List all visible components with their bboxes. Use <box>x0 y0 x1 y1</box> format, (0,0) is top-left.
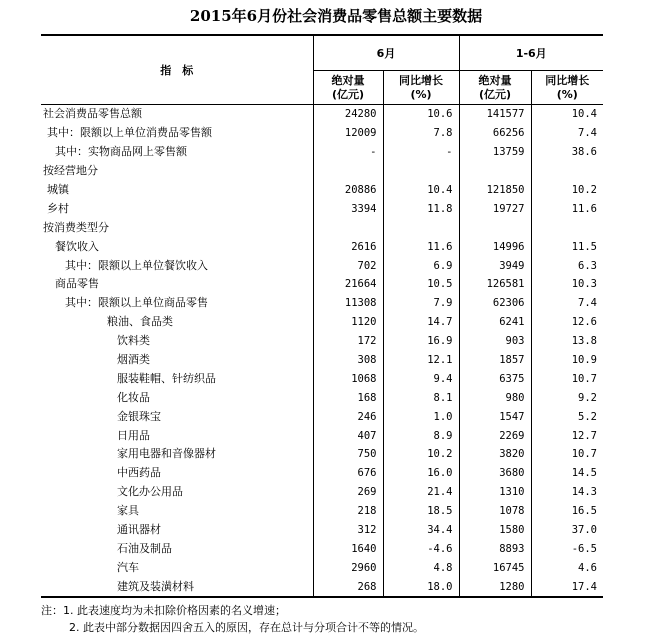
value-june: 1120 <box>313 313 383 332</box>
growth-june: 10.5 <box>383 275 459 294</box>
footnotes <box>41 602 424 636</box>
data-table <box>41 34 603 598</box>
value-june: 676 <box>313 464 383 483</box>
row-label: 家具 <box>117 504 139 518</box>
row-label: 服装鞋帽、针纺织品 <box>117 371 216 385</box>
table-row <box>41 445 603 464</box>
value-june <box>313 218 383 237</box>
value-jan-june: 8893 <box>459 539 531 558</box>
value-june: 12009 <box>313 124 383 143</box>
value-june: 3394 <box>313 199 383 218</box>
value-jan-june: 121850 <box>459 181 531 200</box>
growth-june: 21.4 <box>383 483 459 502</box>
value-jan-june: 903 <box>459 332 531 351</box>
table-row <box>41 369 603 388</box>
growth-jan-june: 10.3 <box>531 275 603 294</box>
value-jan-june: 141577 <box>459 105 531 124</box>
growth-jan-june: 7.4 <box>531 294 603 313</box>
value-jan-june: 1078 <box>459 502 531 521</box>
row-label: 中西药品 <box>117 466 161 480</box>
table-row <box>41 181 603 200</box>
value-june: - <box>313 143 383 162</box>
table-row <box>41 351 603 370</box>
value-jan-june: 980 <box>459 388 531 407</box>
header-abs-label: 绝对量 <box>478 73 512 87</box>
table-row <box>41 162 603 181</box>
growth-jan-june: 16.5 <box>531 502 603 521</box>
header-abs-2 <box>459 71 531 105</box>
row-label: 建筑及装潢材料 <box>117 579 194 593</box>
value-jan-june <box>459 218 531 237</box>
header-yoy-label: 同比增长 <box>545 73 590 87</box>
header-yoy-unit: (%) <box>410 87 432 101</box>
value-june: 1068 <box>313 369 383 388</box>
value-june: 308 <box>313 351 383 370</box>
growth-june: 18.0 <box>383 577 459 597</box>
row-label: 其中：限额以上单位餐饮收入 <box>65 258 208 272</box>
growth-jan-june <box>531 162 603 181</box>
growth-jan-june: 12.7 <box>531 426 603 445</box>
growth-june: -4.6 <box>383 539 459 558</box>
header-abs-unit: (亿元) <box>478 87 512 101</box>
header-period-jan-june: 1-6月 <box>459 35 603 71</box>
value-june: 168 <box>313 388 383 407</box>
header-yoy-label: 同比增长 <box>399 73 443 87</box>
value-june: 702 <box>313 256 383 275</box>
growth-jan-june: 12.6 <box>531 313 603 332</box>
table-row <box>41 539 603 558</box>
growth-jan-june: 9.2 <box>531 388 603 407</box>
growth-june: 11.8 <box>383 199 459 218</box>
growth-jan-june: 14.3 <box>531 483 603 502</box>
header-abs-1 <box>313 71 383 105</box>
header-yoy-1 <box>383 71 459 105</box>
growth-jan-june <box>531 218 603 237</box>
value-june: 407 <box>313 426 383 445</box>
value-jan-june: 126581 <box>459 275 531 294</box>
header-abs-label: 绝对量 <box>331 73 365 87</box>
row-label: 按经营地分 <box>43 164 98 178</box>
growth-june: 16.0 <box>383 464 459 483</box>
growth-jan-june: 10.7 <box>531 445 603 464</box>
growth-june: 14.7 <box>383 313 459 332</box>
value-jan-june: 3820 <box>459 445 531 464</box>
table-row <box>41 521 603 540</box>
value-june: 24280 <box>313 105 383 124</box>
row-label: 通讯器材 <box>117 523 161 537</box>
row-label: 城镇 <box>47 183 69 196</box>
header-indicator: 指 标 <box>41 35 313 104</box>
row-label: 化妆品 <box>117 390 150 404</box>
value-jan-june: 19727 <box>459 199 531 218</box>
row-label: 烟酒类 <box>117 353 150 367</box>
value-jan-june: 3680 <box>459 464 531 483</box>
footnote-1: 注：1. 此表速度均为未扣除价格因素的名义增速； <box>41 604 286 617</box>
value-jan-june: 3949 <box>459 256 531 275</box>
value-jan-june: 6375 <box>459 369 531 388</box>
table-row <box>41 237 603 256</box>
row-label: 饮料类 <box>117 334 150 348</box>
value-jan-june: 6241 <box>459 313 531 332</box>
growth-june <box>383 162 459 181</box>
value-june: 218 <box>313 502 383 521</box>
growth-jan-june: 10.4 <box>531 105 603 124</box>
value-june: 20886 <box>313 181 383 200</box>
value-june: 268 <box>313 577 383 597</box>
growth-june: 6.9 <box>383 256 459 275</box>
growth-jan-june: 17.4 <box>531 577 603 597</box>
value-jan-june: 62306 <box>459 294 531 313</box>
table-row <box>41 577 603 597</box>
table-row <box>41 275 603 294</box>
growth-june: 12.1 <box>383 351 459 370</box>
growth-jan-june: 10.7 <box>531 369 603 388</box>
table-row <box>41 407 603 426</box>
growth-jan-june: 4.6 <box>531 558 603 577</box>
growth-june: 16.9 <box>383 332 459 351</box>
value-june: 2616 <box>313 237 383 256</box>
growth-june: 7.8 <box>383 124 459 143</box>
value-jan-june: 1280 <box>459 577 531 597</box>
footnote-2: 2. 此表中部分数据因四舍五入的原因，存在总计与分项合计不等的情况。 <box>69 621 424 634</box>
value-jan-june: 13759 <box>459 143 531 162</box>
row-label: 其中：限额以上单位消费品零售额 <box>47 126 212 140</box>
table-row <box>41 256 603 275</box>
value-jan-june: 14996 <box>459 237 531 256</box>
table-row <box>41 124 603 143</box>
table-row <box>41 558 603 577</box>
growth-jan-june: 38.6 <box>531 143 603 162</box>
row-label: 按消费类型分 <box>43 220 109 234</box>
value-jan-june: 1580 <box>459 521 531 540</box>
growth-jan-june: 7.4 <box>531 124 603 143</box>
growth-june: 10.2 <box>383 445 459 464</box>
growth-june: 8.1 <box>383 388 459 407</box>
growth-june: 18.5 <box>383 502 459 521</box>
growth-june: - <box>383 143 459 162</box>
row-label: 其中：实物商品网上零售额 <box>55 145 187 159</box>
row-label: 家用电器和音像器材 <box>117 447 216 461</box>
value-june: 2960 <box>313 558 383 577</box>
table-row <box>41 388 603 407</box>
value-june: 172 <box>313 332 383 351</box>
value-june: 750 <box>313 445 383 464</box>
value-jan-june: 1310 <box>459 483 531 502</box>
row-label: 餐饮收入 <box>55 239 99 253</box>
growth-jan-june: 5.2 <box>531 407 603 426</box>
table-row <box>41 313 603 332</box>
value-jan-june: 66256 <box>459 124 531 143</box>
growth-june: 11.6 <box>383 237 459 256</box>
table-row <box>41 199 603 218</box>
table-row <box>41 143 603 162</box>
value-june: 246 <box>313 407 383 426</box>
row-label: 商品零售 <box>55 277 99 291</box>
growth-jan-june: 11.6 <box>531 199 603 218</box>
table-row <box>41 502 603 521</box>
row-label: 粮油、食品类 <box>107 315 173 329</box>
growth-jan-june: 10.9 <box>531 351 603 370</box>
growth-jan-june: 11.5 <box>531 237 603 256</box>
value-jan-june: 1547 <box>459 407 531 426</box>
table-row <box>41 218 603 237</box>
growth-jan-june: 13.8 <box>531 332 603 351</box>
growth-june: 10.6 <box>383 105 459 124</box>
row-label: 文化办公用品 <box>117 485 183 499</box>
header-yoy-unit: (%) <box>556 87 578 101</box>
growth-june: 1.0 <box>383 407 459 426</box>
value-june: 312 <box>313 521 383 540</box>
header-yoy-2 <box>531 71 603 105</box>
growth-jan-june: -6.5 <box>531 539 603 558</box>
growth-jan-june: 14.5 <box>531 464 603 483</box>
table-row <box>41 483 603 502</box>
value-june <box>313 162 383 181</box>
row-label: 社会消费品零售总额 <box>43 107 142 121</box>
table-row <box>41 464 603 483</box>
row-label: 汽车 <box>117 560 139 574</box>
header-abs-unit: (亿元) <box>331 87 365 101</box>
growth-june: 9.4 <box>383 369 459 388</box>
value-june: 21664 <box>313 275 383 294</box>
value-jan-june: 16745 <box>459 558 531 577</box>
growth-june: 8.9 <box>383 426 459 445</box>
table-row <box>41 294 603 313</box>
row-label: 其中：限额以上单位商品零售 <box>65 296 208 310</box>
row-label: 日用品 <box>117 428 150 442</box>
value-jan-june <box>459 162 531 181</box>
table-row <box>41 105 603 124</box>
row-label: 乡村 <box>47 201 69 215</box>
page-title: 2015年6月份社会消费品零售总额主要数据 <box>189 7 483 25</box>
growth-june: 7.9 <box>383 294 459 313</box>
growth-june: 4.8 <box>383 558 459 577</box>
header-period-june: 6月 <box>313 35 459 71</box>
value-jan-june: 1857 <box>459 351 531 370</box>
growth-jan-june: 10.2 <box>531 181 603 200</box>
row-label: 石油及制品 <box>117 541 172 555</box>
table-body <box>41 105 603 598</box>
growth-jan-june: 6.3 <box>531 256 603 275</box>
growth-june: 10.4 <box>383 181 459 200</box>
value-june: 11308 <box>313 294 383 313</box>
table-row <box>41 332 603 351</box>
growth-june: 34.4 <box>383 521 459 540</box>
value-june: 269 <box>313 483 383 502</box>
row-label: 金银珠宝 <box>117 409 161 423</box>
growth-june <box>383 218 459 237</box>
value-jan-june: 2269 <box>459 426 531 445</box>
table-row <box>41 426 603 445</box>
value-june: 1640 <box>313 539 383 558</box>
growth-jan-june: 37.0 <box>531 521 603 540</box>
